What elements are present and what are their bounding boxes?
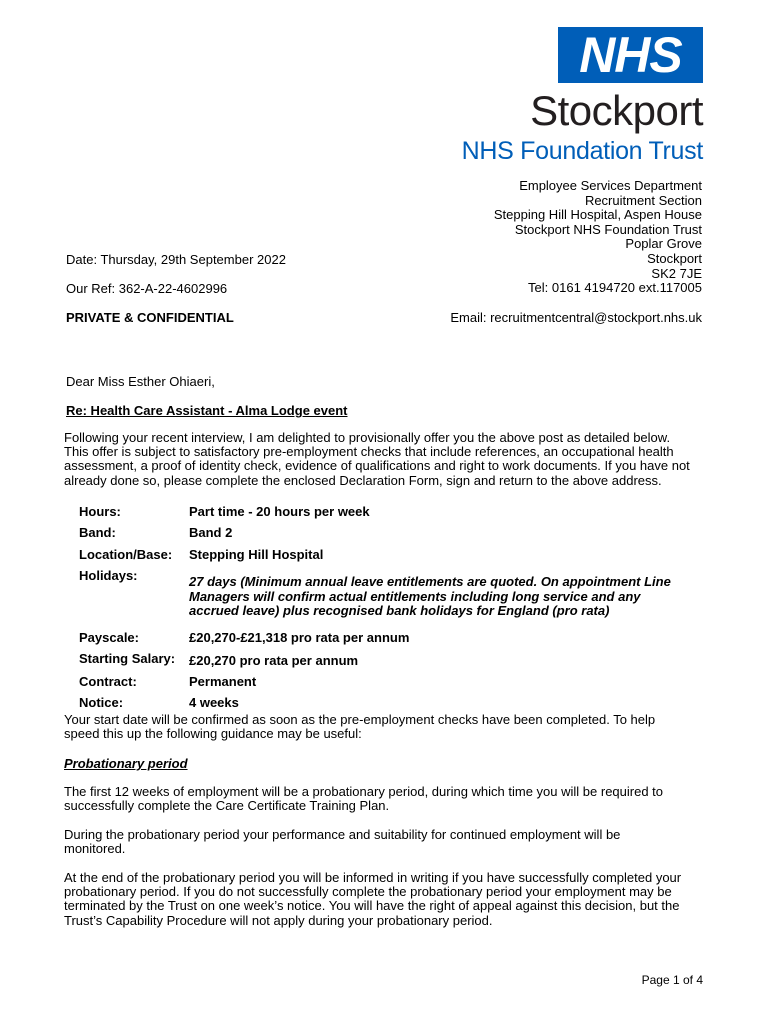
intro-paragraph xyxy=(64,431,704,488)
contract-value: Permanent xyxy=(189,674,257,689)
probation-paragraph-2 xyxy=(64,828,704,856)
salary-value: £20,270 pro rata per annum xyxy=(189,653,359,668)
payscale-label: Payscale: xyxy=(79,630,139,645)
notice-label: Notice: xyxy=(79,695,124,710)
address-line: SK2 7JE xyxy=(651,265,702,281)
start-date-paragraph xyxy=(64,713,704,741)
subject-line: Re: Health Care Assistant - Alma Lodge event xyxy=(66,403,348,418)
intro-line: Following your recent interview, I am delighted to provisionally offer you the above post as detailed below. xyxy=(64,430,671,445)
probation-line: The first 12 weeks of employment will be a probationary period, during which time you will be required to xyxy=(64,784,664,799)
address-line: Stepping Hill Hospital, Aspen House xyxy=(493,207,702,223)
hours-label: Hours: xyxy=(79,504,121,519)
intro-line: This offer is subject to satisfactory pre-employment checks that include references, an occupational health xyxy=(64,444,674,460)
nhs-logo-text: NHS xyxy=(579,27,682,83)
intro-line: already done so, please complete the enclosed Declaration Form, sign and return to the above address. xyxy=(64,472,662,488)
salary-label: Starting Salary: xyxy=(79,651,176,666)
probation-line: terminated by the Trust on one week’s notice. You will have the right of appeal against this decision, but the xyxy=(64,898,680,914)
probation-line: Trust’s Capability Procedure will not apply during your probationary period. xyxy=(64,912,493,928)
address-line: Recruitment Section xyxy=(584,192,702,208)
contract-label: Contract: xyxy=(79,674,137,689)
address-line: Stockport xyxy=(647,250,702,266)
start-date-line: Your start date will be confirmed as soon as the pre-employment checks have been completed. To help xyxy=(64,712,656,727)
start-date-line: speed this up the following guidance may be useful: xyxy=(64,726,362,742)
payscale-value: £20,270-£21,318 pro rata per annum xyxy=(189,630,410,645)
probation-paragraph-3 xyxy=(64,871,704,928)
email-line[interactable]: Email: recruitmentcentral@stockport.nhs.uk xyxy=(450,310,702,325)
probation-line: monitored. xyxy=(64,841,126,857)
address-line: Employee Services Department xyxy=(519,178,702,193)
probation-heading: Probationary period xyxy=(64,756,188,771)
terms-table xyxy=(79,504,699,714)
salutation: Dear Miss Esther Ohiaeri, xyxy=(66,374,215,389)
address-line: Tel: 0161 4194720 ext.117005 xyxy=(528,280,702,296)
holidays-value xyxy=(189,575,689,619)
our-ref: Our Ref: 362-A-22-4602996 xyxy=(66,281,228,296)
probation-line: At the end of the probationary period you will be informed in writing if you have successfully completed your xyxy=(64,870,682,885)
probation-paragraph-1 xyxy=(64,785,704,813)
org-name: Stockport xyxy=(530,87,703,134)
sender-address xyxy=(494,179,702,296)
address-line: Stockport NHS Foundation Trust xyxy=(514,221,702,237)
probation-line: successfully complete the Care Certificate Training Plan. xyxy=(64,798,390,814)
address-line: Poplar Grove xyxy=(625,236,702,252)
location-value: Stepping Hill Hospital xyxy=(189,547,324,562)
band-value: Band 2 xyxy=(189,525,233,540)
holidays-line: Managers will confirm actual entitlements including long service and any xyxy=(189,588,641,604)
org-subtitle: NHS Foundation Trust xyxy=(461,137,703,165)
holidays-line: 27 days (Minimum annual leave entitlements are quoted. On appointment Line xyxy=(189,574,671,589)
page-number: Page 1 of 4 xyxy=(641,973,703,987)
holidays-line: accrued leave) plus recognised bank holidays for England (pro rata) xyxy=(189,603,610,619)
band-label: Band: xyxy=(79,525,116,540)
notice-value: 4 weeks xyxy=(189,695,239,710)
hours-value: Part time - 20 hours per week xyxy=(189,504,370,519)
nhs-logo xyxy=(558,27,703,83)
probation-line: During the probationary period your performance and suitability for continued employment will be xyxy=(64,827,621,842)
intro-line: assessment, a proof of identity check, evidence of qualifications and right to work documents. If you have not xyxy=(64,458,690,474)
probation-line: probationary period. If you do not successfully complete the probationary period your employment may be xyxy=(64,884,672,900)
private-confidential: PRIVATE & CONFIDENTIAL xyxy=(66,310,234,325)
holidays-label: Holidays: xyxy=(79,568,138,583)
location-label: Location/Base: xyxy=(79,547,173,562)
letter-date: Date: Thursday, 29th September 2022 xyxy=(66,252,286,267)
